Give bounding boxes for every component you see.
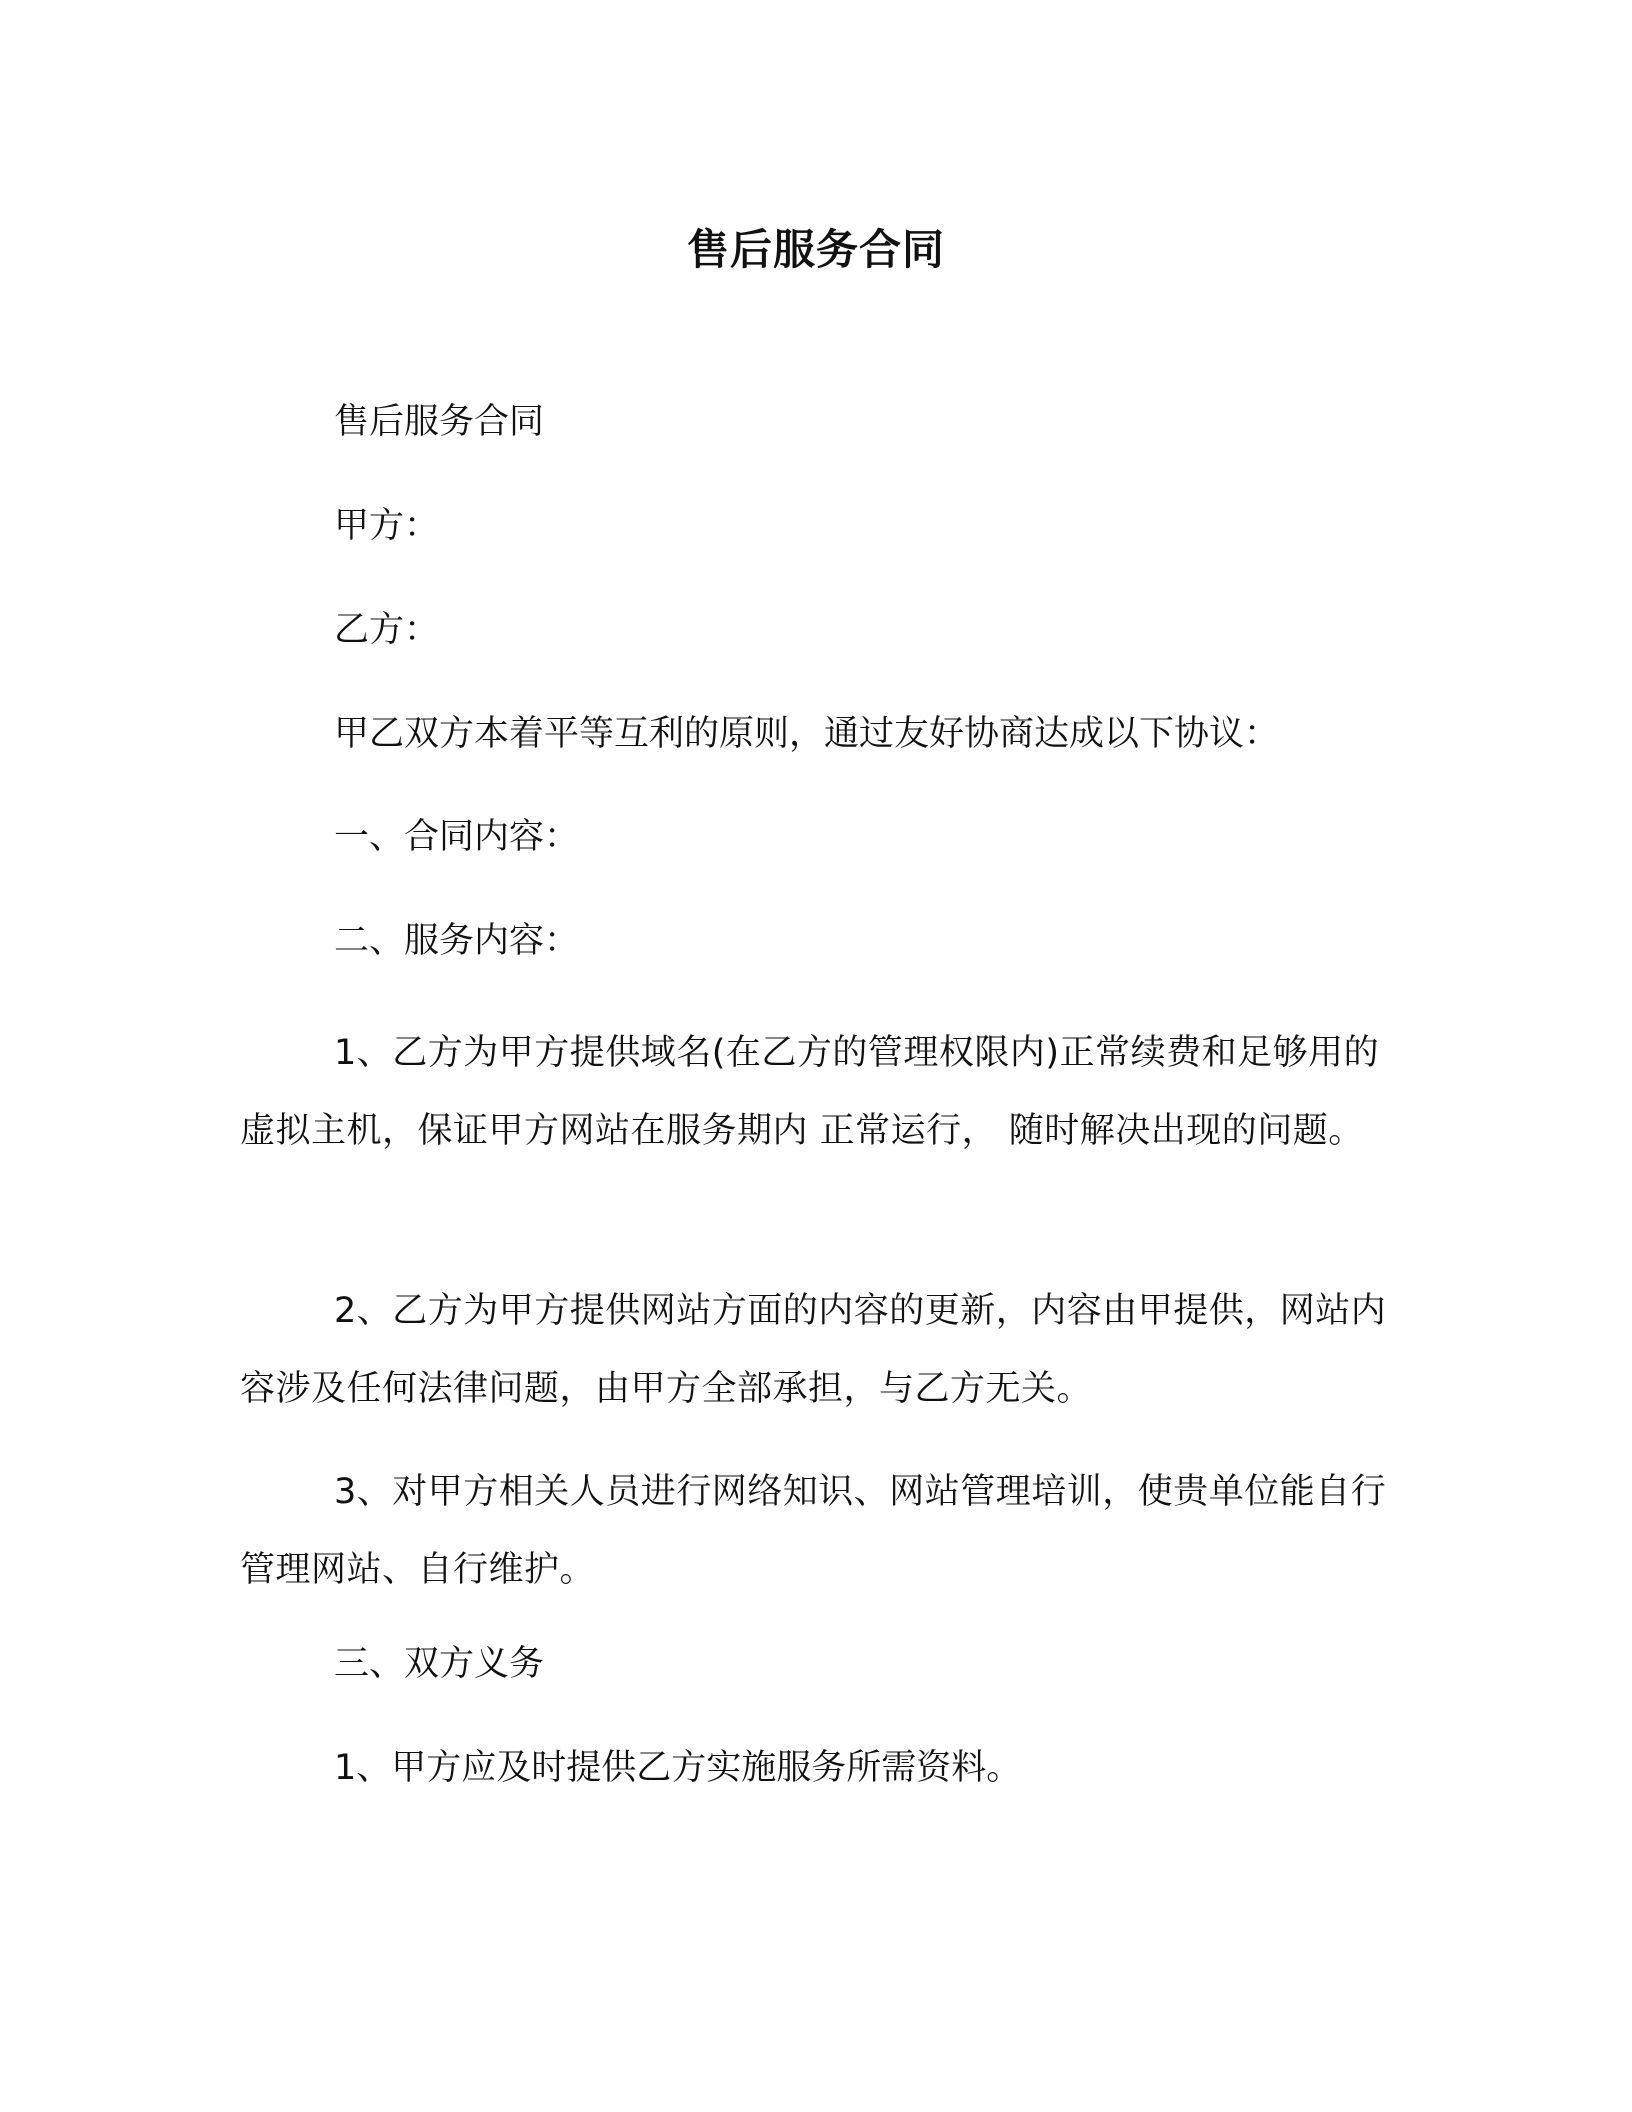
service-item-1: 1、乙方为甲方提供域名(在乙方的管理权限内)正常续费和足够用的虚拟主机，保证甲方网站在服务期内 正常运行， 随时解决出现的问题。 bbox=[240, 1033, 1380, 1151]
service-item-3: 3、对甲方相关人员进行网络知识、网站管理培训，使贵单位能自行管理网站、自行维护。 bbox=[240, 1472, 1387, 1590]
party-a-label: 甲方： bbox=[334, 506, 440, 546]
section-heading-contract-content: 一、合同内容： bbox=[334, 817, 580, 857]
document-title: 售后服务合同 bbox=[686, 225, 945, 274]
obligation-item-1: 1、甲方应及时提供乙方实施服务所需资料。 bbox=[334, 1748, 1022, 1788]
party-b-label: 乙方： bbox=[334, 610, 440, 650]
preamble-text: 甲乙双方本着平等互利的原则，通过友好协商达成以下协议： bbox=[334, 714, 1280, 754]
document-subtitle: 售后服务合同 bbox=[334, 402, 545, 442]
service-item-2: 2、乙方为甲方提供网站方面的内容的更新，内容由甲提供，网站内容涉及任何法律问题，由甲方全部承担，与乙方无关。 bbox=[240, 1291, 1387, 1409]
section-heading-obligations: 三、双方义务 bbox=[334, 1644, 545, 1684]
section-heading-service-content: 二、服务内容： bbox=[334, 921, 580, 961]
